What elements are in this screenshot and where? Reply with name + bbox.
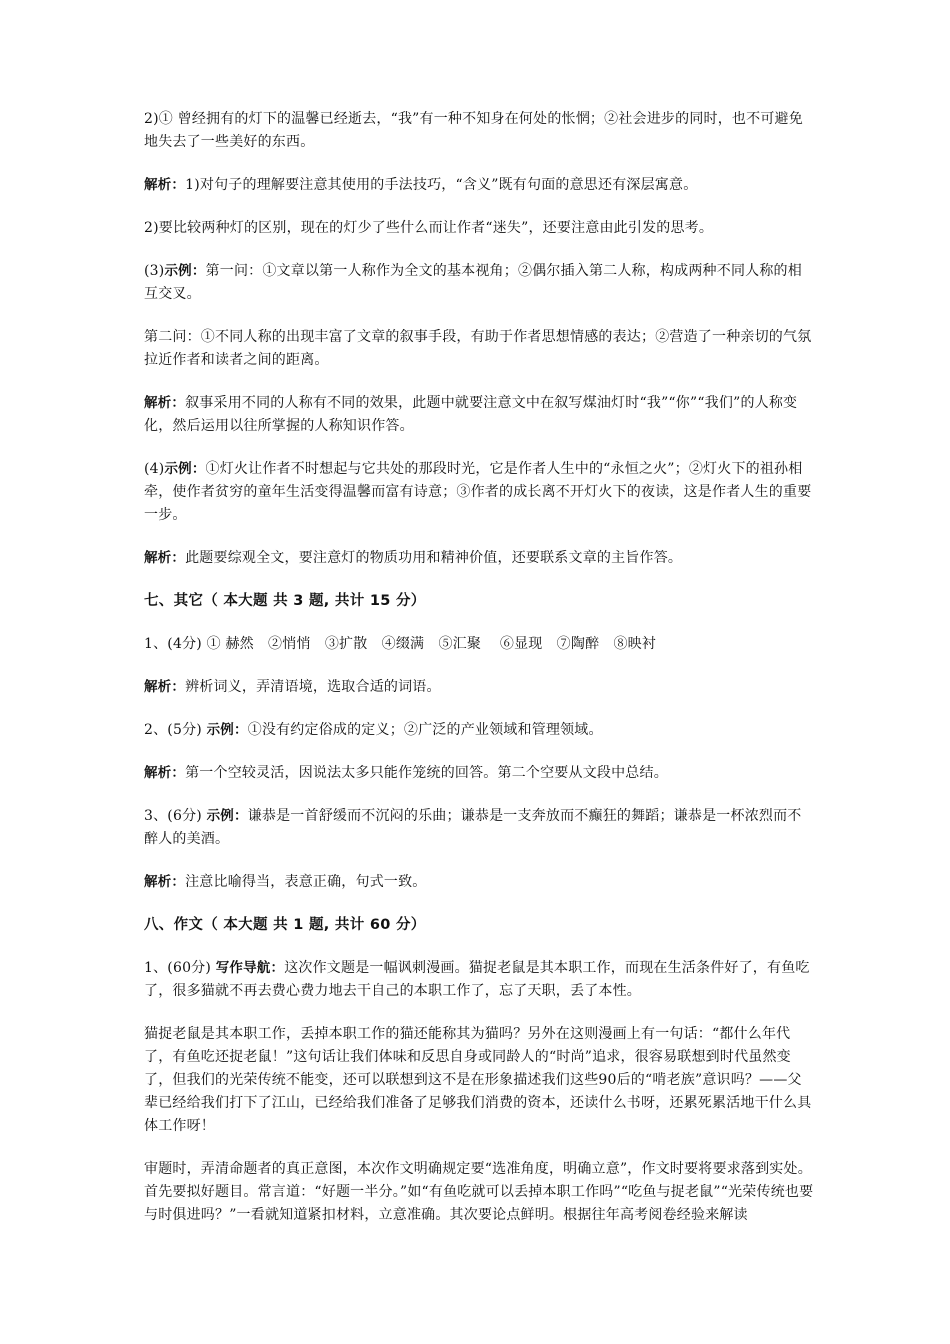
section-7-q3-analysis: [144, 871, 814, 894]
analysis-1-paragraph: [144, 174, 814, 197]
section-7-q1-paragraph: [144, 633, 814, 656]
example-label: 示例：: [206, 722, 248, 738]
analysis-text: 1)对句子的理解要注意其使用的手法技巧，“含义”既有句面的意思还有深层寓意。: [185, 177, 698, 193]
analysis-label: 解析：: [144, 550, 186, 566]
essay-paragraph-2: [144, 1023, 814, 1138]
question-3-part2-paragraph: [144, 326, 814, 372]
essay-text-3: 审题时，弄清命题者的真正意图，本次作文明确规定要“选准角度，明确立意”，作文时要将要求落到实处。首先要拟好题目。常言道：“好题一半分。”如“有鱼吃就可以丢掉本职工作吗”“吃鱼与捉老鼠”“光荣传统也要与时俱进吗？”一看就知道紧扣材料，立意准确。其次要论点鲜明。根据往年高考阅卷经验来解读: [144, 1161, 814, 1223]
section-8-heading: 八、作文（ 本大题 共 1 题, 共计 60 分）: [144, 917, 426, 933]
analysis-label: 解析：: [144, 679, 186, 695]
essay-paragraph-3: [144, 1158, 814, 1227]
section-7-q1-text: 1、(4分) ① 赫然 ②悄悄 ③扩散 ④缀满 ⑤汇聚 ⑥显现 ⑦陶醉 ⑧映衬: [144, 636, 657, 652]
analysis-3-paragraph: [144, 392, 814, 438]
analysis-2-paragraph: [144, 217, 814, 240]
analysis-text: 此题要综观全文，要注意灯的物质功用和精神价值，还要联系文章的主旨作答。: [185, 550, 683, 566]
essay-prefix: 1、(60分): [144, 960, 216, 976]
analysis-text: 第一个空较灵活，因说法太多只能作笼统的回答。第二个空要从文段中总结。: [185, 765, 668, 781]
section-7-q3-text: 谦恭是一首舒缓而不沉闷的乐曲；谦恭是一支奔放而不癫狂的舞蹈；谦恭是一杯浓烈而不醉人的美酒。: [144, 808, 802, 847]
analysis-text: 注意比喻得当，表意正确，句式一致。: [185, 874, 427, 890]
analysis-text: 辨析词义，弄清语境，选取合适的词语。: [185, 679, 441, 695]
question-3-prefix: (3): [144, 263, 165, 279]
essay-text-2: 猫捉老鼠是其本职工作，丢掉本职工作的猫还能称其为猫吗？另外在这则漫画上有一句话：“都什么年代了，有鱼吃还捉老鼠！”这句话让我们体味和反思自身或同龄人的“时尚”追求，很容易联想到时代虽然变了，但我们的光荣传统不能变，还可以联想到这不是在形象描述我们这些90后的“啃老族”意识吗？——父辈已经给我们打下了江山，已经给我们准备了足够我们消费的资本，还读什么书呀，还累死累活地干什么具体工作呀！: [144, 1026, 812, 1134]
section-7-q1-analysis: [144, 676, 814, 699]
question-4-text: ①灯火让作者不时想起与它共处的那段时光，它是作者人生中的“永恒之火”；②灯火下的祖孙相牵，使作者贫穷的童年生活变得温馨而富有诗意；③作者的成长离不开灯火下的夜读，这是作者人生的重要一步。: [144, 461, 812, 523]
essay-guide-text: 这次作文题是一幅讽刺漫画。猫捉老鼠是其本职工作，而现在生活条件好了，有鱼吃了，很多猫就不再去费心费力地去干自己的本职工作了，忘了天职，丢了本性。: [144, 960, 810, 999]
analysis-label: 解析：: [144, 874, 186, 890]
question-4-prefix: (4): [144, 461, 165, 477]
section-7-q2-prefix: 2、(5分): [144, 722, 207, 738]
essay-guide-paragraph: [144, 957, 814, 1003]
section-7-q3-prefix: 3、(6分): [144, 808, 207, 824]
example-label: 示例：: [164, 461, 206, 477]
section-7-q2-analysis: [144, 762, 814, 785]
document-page: [144, 108, 814, 1247]
section-7-q2-text: ①没有约定俗成的定义；②广泛的产业领域和管理领域。: [247, 722, 603, 738]
example-label: 示例：: [206, 808, 248, 824]
analysis-label: 解析：: [144, 765, 186, 781]
question-3-part2-text: 第二问：①不同人称的出现丰富了文章的叙事手段，有助于作者思想情感的表达；②营造了一种亲切的气氛拉近作者和读者之间的距离。: [144, 329, 812, 368]
section-7-q3-paragraph: [144, 805, 814, 851]
question-3-paragraph: [144, 260, 814, 306]
analysis-text: 叙事采用不同的人称有不同的效果，此题中就要注意文中在叙写煤油灯时“我”“你”“我们”的人称变化，然后运用以往所掌握的人称知识作答。: [144, 395, 798, 434]
answer-2-text: 2)① 曾经拥有的灯下的温馨已经逝去，“我”有一种不知身在何处的怅惘；②社会进步的同时，也不可避免地失去了一些美好的东西。: [144, 111, 803, 150]
question-3-text: 第一问：①文章以第一人称作为全文的基本视角；②偶尔插入第二人称，构成两种不同人称的相互交叉。: [144, 263, 802, 302]
answer-2-paragraph: [144, 108, 814, 154]
writing-guide-label: 写作导航：: [215, 960, 285, 976]
section-7-q2-paragraph: [144, 719, 814, 742]
example-label: 示例：: [164, 263, 206, 279]
section-7-heading: 七、其它（ 本大题 共 3 题, 共计 15 分）: [144, 593, 426, 609]
analysis-2-text: 2)要比较两种灯的区别，现在的灯少了些什么而让作者“迷失”，还要注意由此引发的思考。: [144, 220, 714, 236]
analysis-4-paragraph: [144, 547, 814, 570]
analysis-label: 解析：: [144, 177, 186, 193]
question-4-paragraph: [144, 458, 814, 527]
analysis-label: 解析：: [144, 395, 186, 411]
